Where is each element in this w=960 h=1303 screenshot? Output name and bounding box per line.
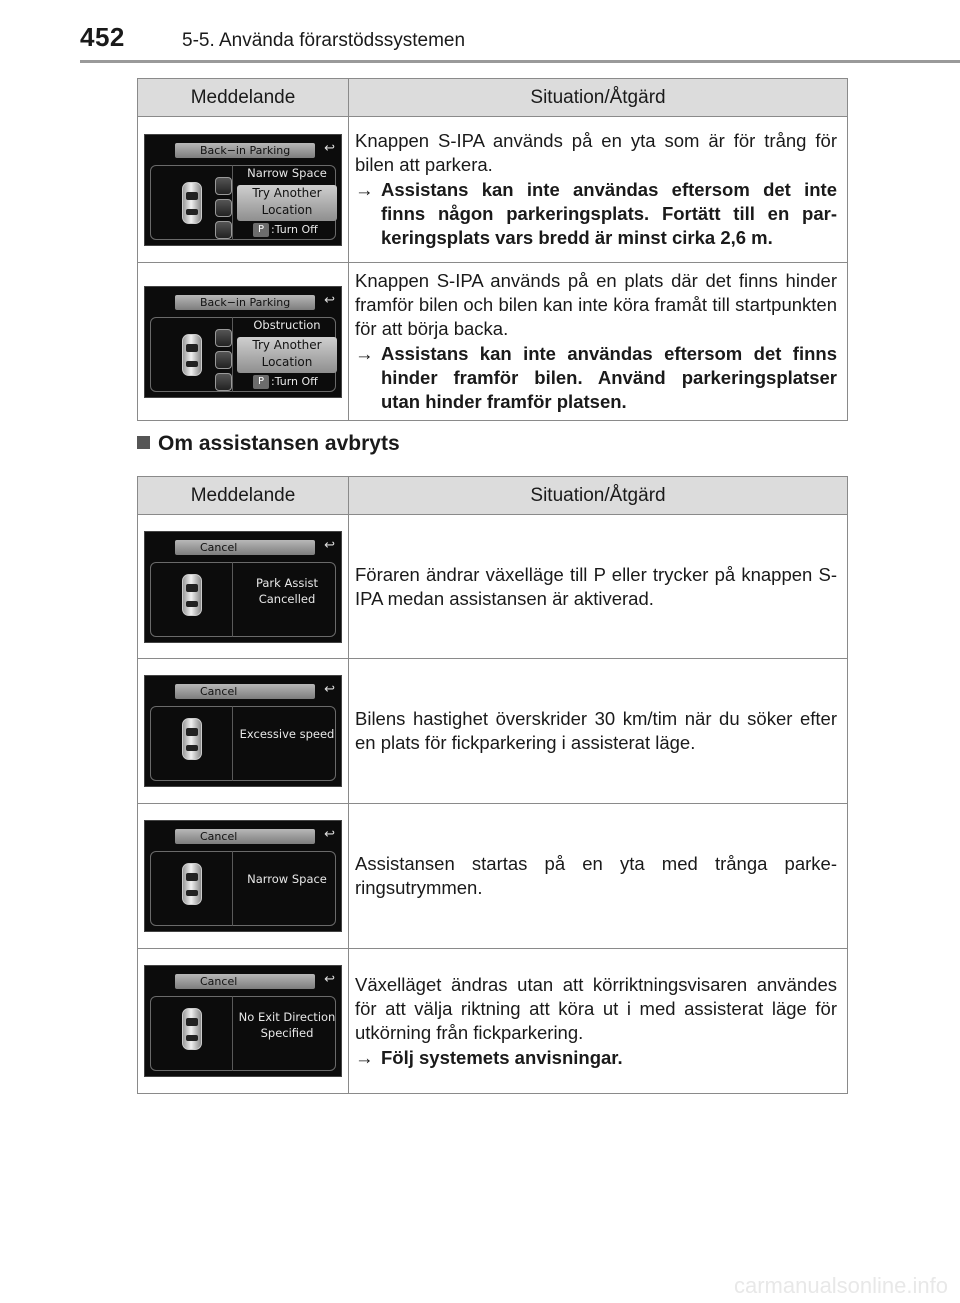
parking-slot-icon	[215, 351, 232, 369]
message-image-cell	[138, 949, 349, 1094]
table-row	[138, 263, 848, 421]
screen-status: Obstruction	[253, 317, 321, 332]
screen-topbar: Cancel	[175, 829, 315, 844]
screen-message: Excessive speed	[239, 727, 335, 741]
situation-cell	[349, 117, 848, 263]
message-image-cell	[138, 263, 349, 421]
header-rule	[80, 60, 960, 63]
column-header-situation: Situation/Åtgärd	[349, 477, 848, 515]
situation-cell	[349, 949, 848, 1094]
parking-assist-icon: P	[253, 375, 269, 389]
back-icon: ↩	[324, 826, 335, 841]
parking-slot-icon	[215, 329, 232, 347]
turn-off-hint: P :Turn Off	[253, 375, 318, 389]
screen-message: No Exit Direction Specified	[238, 1010, 336, 1040]
parking-slot-icon	[215, 373, 232, 391]
parking-slots	[215, 329, 232, 395]
car-icon	[182, 863, 202, 905]
table-row	[138, 117, 848, 263]
screen-status: Narrow Space	[247, 165, 327, 180]
situation-cell	[349, 659, 848, 804]
parking-slots	[215, 177, 232, 243]
screen-topbar: Cancel	[175, 540, 315, 555]
situation-text: Assistansen startas på en yta med trånga parkeringsutrymmen.	[355, 853, 837, 898]
screen-message: Narrow Space	[247, 872, 327, 886]
try-another-location-button: Try Another Location	[237, 185, 337, 221]
car-icon	[182, 334, 202, 376]
situation-cell	[349, 804, 848, 949]
square-bullet-icon	[137, 436, 150, 449]
column-header-message: Meddelande	[138, 477, 349, 515]
car-panel	[150, 996, 233, 1071]
watermark: carmanualsonline.info	[733, 1273, 948, 1298]
message-table-1	[137, 78, 848, 421]
message-image-cell	[138, 659, 349, 804]
message-image-cell	[138, 117, 349, 263]
back-icon: ↩	[324, 139, 335, 155]
screen-topbar: Back−in Parking	[175, 143, 315, 158]
situation-text: Knappen S-IPA används på en yta som är för trång för bilen att parkera.	[355, 130, 837, 175]
car-panel	[150, 706, 233, 781]
try-another-location-button: Try Another Location	[237, 337, 337, 373]
arrow-icon: →	[355, 343, 374, 364]
situation-text: Knappen S-IPA används på en plats där det finns hinder framför bilen och bilen kan inte köra framåt till startpunkten för att börja backa.	[355, 270, 837, 339]
car-panel	[150, 317, 233, 392]
screen-topbar: Back−in Parking	[175, 295, 315, 310]
car-icon	[182, 718, 202, 760]
column-header-message: Meddelande	[138, 79, 349, 117]
display-screen	[144, 134, 342, 246]
message-image-cell	[138, 804, 349, 949]
action-text: → Assistans kan inte användas eftersom det inte finns någon parkeringsplats. Fortätt till en parkeringsplats vars bredd är minst cirka 2,6 m.	[355, 179, 837, 248]
back-icon: ↩	[324, 971, 335, 986]
parking-slot-icon	[215, 177, 232, 195]
table-row	[138, 949, 848, 1094]
page-number: 452	[80, 22, 125, 52]
car-panel	[150, 562, 233, 637]
back-icon: ↩	[324, 681, 335, 696]
display-screen	[144, 531, 342, 643]
table-row	[138, 515, 848, 659]
situation-cell	[349, 515, 848, 659]
car-icon	[182, 574, 202, 616]
display-screen	[144, 675, 342, 787]
table-row	[138, 804, 848, 949]
section-title: 5-5. Använda förarstödssystemen	[182, 30, 466, 51]
display-screen	[144, 286, 342, 398]
column-header-situation: Situation/Åtgärd	[349, 79, 848, 117]
situation-text: Växelläget ändras utan att körriktningsvisaren användes för att välja riktning att köra ut i med assisterat läge för utkörning från fickparkering.	[355, 973, 837, 1043]
car-icon	[182, 182, 202, 224]
action-text: → Assistans kan inte användas eftersom det finns hinder framför bilen. Använd parkeringsplatser utan hinder framför platsen.	[355, 343, 837, 412]
screen-topbar: Cancel	[175, 974, 315, 989]
table-row	[138, 659, 848, 804]
screen-topbar: Cancel	[175, 684, 315, 699]
arrow-icon: →	[355, 179, 374, 200]
car-panel	[150, 165, 233, 240]
message-table-2	[137, 476, 848, 1094]
car-icon	[182, 1008, 202, 1050]
car-panel	[150, 851, 233, 926]
action-text: → Följ systemets anvisningar.	[355, 1046, 623, 1068]
parking-slot-icon	[215, 199, 232, 217]
display-screen	[144, 820, 342, 932]
situation-cell	[349, 263, 848, 421]
turn-off-hint: P :Turn Off	[253, 223, 318, 237]
display-screen	[144, 965, 342, 1077]
situation-text: Bilens hastighet överskrider 30 km/tim när du söker efter en plats för fickparkering i assisterat läge.	[355, 708, 837, 753]
screen-message: Park Assist Cancelled	[255, 575, 319, 606]
parking-slot-icon	[215, 221, 232, 239]
subheading: Om assistansen avbryts	[137, 432, 400, 456]
situation-text: Föraren ändrar växelläge till P eller trycker på knappen S-IPA medan assistansen är aktiverad.	[355, 563, 837, 609]
back-icon: ↩	[324, 536, 335, 552]
parking-assist-icon: P	[253, 223, 269, 237]
back-icon: ↩	[324, 291, 335, 307]
arrow-icon: →	[355, 1046, 374, 1068]
message-image-cell	[138, 515, 349, 659]
